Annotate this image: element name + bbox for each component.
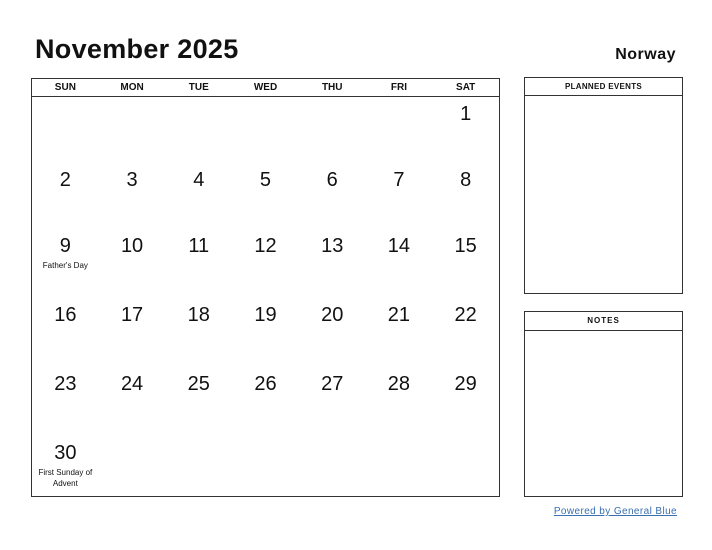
day-cell <box>99 229 166 298</box>
day-cell <box>299 367 366 436</box>
day-cell <box>232 163 299 229</box>
day-number: 23 <box>54 373 77 395</box>
notes-panel <box>524 311 683 497</box>
day-cell <box>32 367 99 436</box>
day-number: 14 <box>387 235 411 257</box>
weekday-label: SAT <box>456 82 476 93</box>
country-label: Norway <box>615 46 676 63</box>
day-number: 16 <box>54 304 77 326</box>
day-cell <box>299 436 366 497</box>
day-number: 6 <box>326 169 338 191</box>
day-cell <box>232 298 299 367</box>
day-cell <box>366 298 433 367</box>
day-number: 29 <box>454 373 477 395</box>
day-number: 9 <box>59 235 71 257</box>
day-cell <box>99 163 166 229</box>
page-title: November 2025 <box>35 34 239 64</box>
day-cell <box>366 436 433 497</box>
day-cell <box>432 229 499 298</box>
day-number: 13 <box>321 235 344 257</box>
planned-events-panel <box>524 77 683 294</box>
day-cell <box>32 229 99 298</box>
weekday-label: FRI <box>390 82 407 93</box>
day-cell <box>99 436 166 497</box>
day-number: 21 <box>387 304 411 326</box>
day-number: 17 <box>120 304 144 326</box>
day-number: 11 <box>188 235 210 257</box>
day-cell <box>165 367 232 436</box>
day-number: 18 <box>187 304 210 326</box>
weekday-header <box>32 79 499 97</box>
day-number: 19 <box>254 304 277 326</box>
day-cell <box>32 298 99 367</box>
weekday-label: SUN <box>54 82 76 93</box>
day-cell <box>165 97 232 163</box>
day-cell <box>366 367 433 436</box>
day-cell <box>165 229 232 298</box>
day-number: 25 <box>187 373 210 395</box>
day-number: 27 <box>321 373 344 395</box>
day-number: 30 <box>54 442 77 464</box>
day-number: 10 <box>120 235 144 257</box>
day-cell <box>232 229 299 298</box>
day-number: 3 <box>126 169 138 191</box>
day-number: 12 <box>254 235 277 257</box>
day-number: 26 <box>254 373 277 395</box>
weekday-label: TUE <box>188 82 209 93</box>
day-cell <box>432 163 499 229</box>
weekday-label: THU <box>321 82 343 93</box>
day-cell <box>432 436 499 497</box>
day-cell <box>99 367 166 436</box>
day-cell <box>232 97 299 163</box>
day-number: 20 <box>321 304 344 326</box>
notes-heading: NOTES <box>525 312 682 331</box>
day-cell <box>432 97 499 163</box>
day-cell <box>32 436 99 497</box>
day-cell <box>432 367 499 436</box>
day-cell <box>366 163 433 229</box>
weekday-label: MON <box>120 82 144 93</box>
day-number: 15 <box>454 235 477 257</box>
day-number: 4 <box>193 169 205 191</box>
calendar-body <box>32 97 499 497</box>
day-cell <box>366 97 433 163</box>
day-cell <box>299 163 366 229</box>
day-number: 5 <box>259 169 272 191</box>
day-cell <box>165 436 232 497</box>
day-number: 2 <box>59 169 71 191</box>
day-cell <box>366 229 433 298</box>
day-cell <box>232 367 299 436</box>
day-cell <box>165 163 232 229</box>
day-cell <box>32 163 99 229</box>
holiday-label: First Sunday of Advent <box>38 468 93 488</box>
day-cell <box>99 97 166 163</box>
day-cell <box>299 97 366 163</box>
day-number: 7 <box>393 169 405 191</box>
calendar-grid <box>31 78 500 497</box>
day-cell <box>432 298 499 367</box>
holiday-label: Father's Day <box>42 261 88 270</box>
day-number: 8 <box>460 169 472 191</box>
day-cell <box>32 97 99 163</box>
day-number: 1 <box>460 103 472 125</box>
day-cell <box>165 298 232 367</box>
day-cell <box>299 229 366 298</box>
day-number: 28 <box>387 373 411 395</box>
planned-events-heading: PLANNED EVENTS <box>525 78 682 96</box>
day-cell <box>99 298 166 367</box>
day-number: 24 <box>120 373 144 395</box>
day-number: 22 <box>454 304 477 326</box>
powered-by-link[interactable]: Powered by General Blue <box>553 506 677 517</box>
weekday-label: WED <box>253 82 278 93</box>
day-cell <box>232 436 299 497</box>
day-cell <box>299 298 366 367</box>
